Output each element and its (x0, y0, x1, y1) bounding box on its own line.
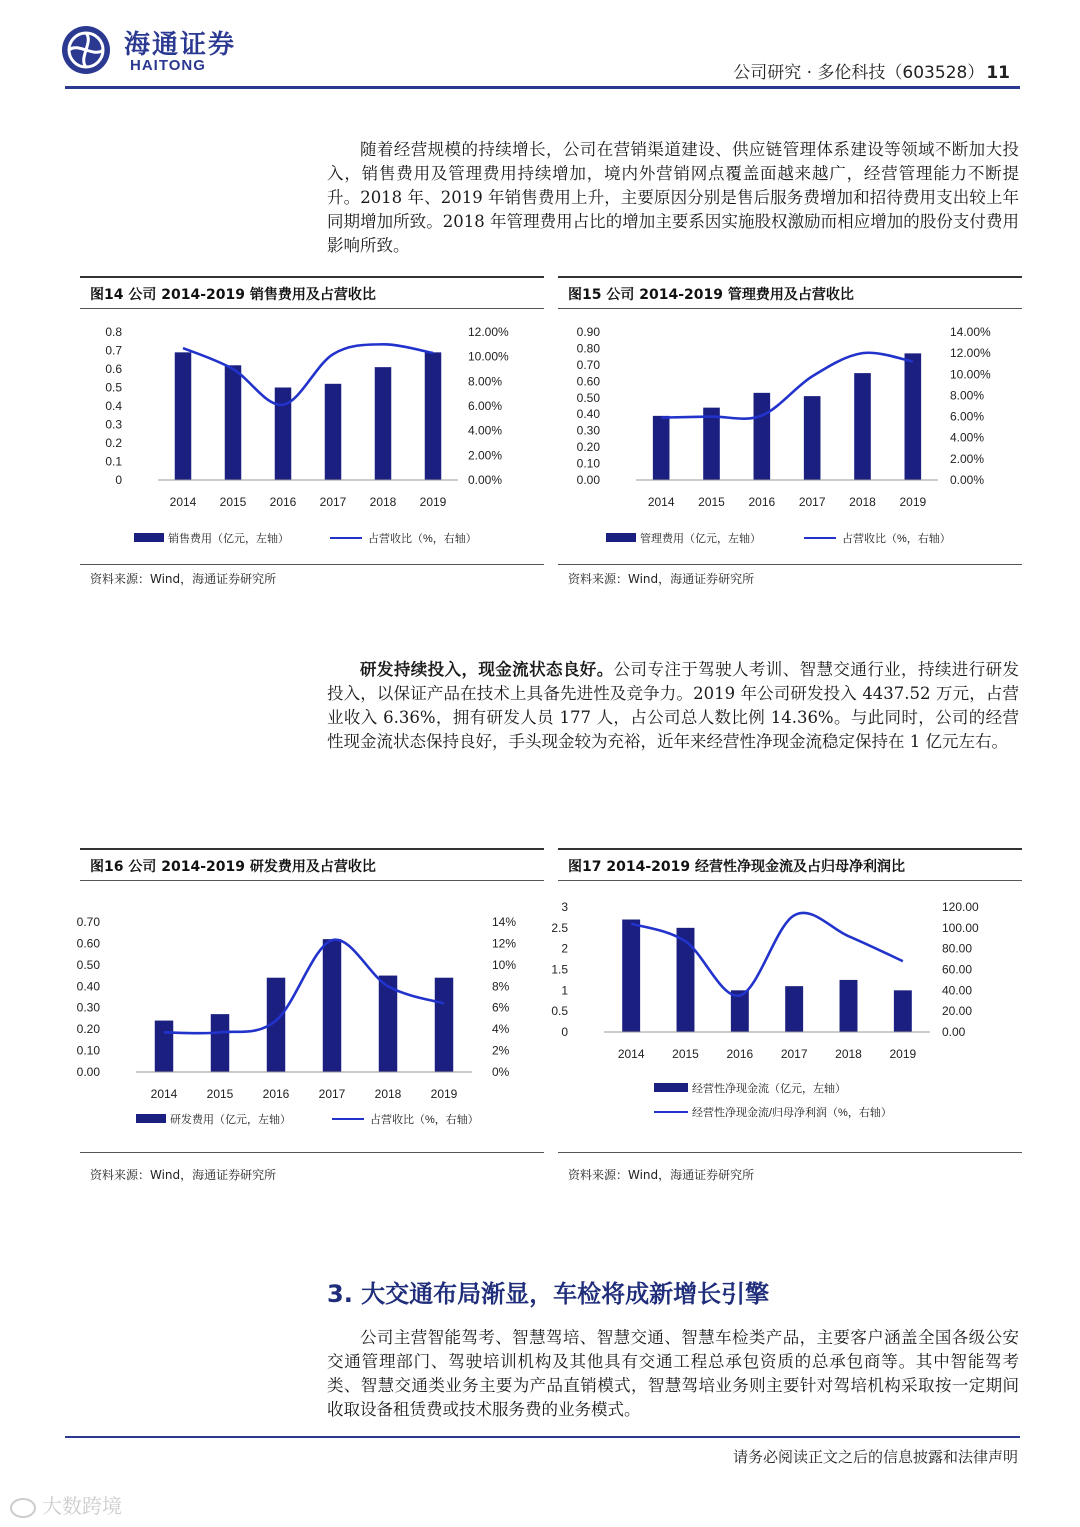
right-axis-tick-label: 0% (492, 1065, 510, 1079)
legend-line-label: 占营收比（%，右轴） (368, 533, 477, 545)
header (0, 0, 1080, 95)
right-axis-tick-label: 10% (492, 957, 517, 972)
right-axis-tick-label: 80.00 (942, 941, 973, 956)
figure-top-rule (558, 848, 1022, 850)
bar-2016 (754, 393, 771, 480)
x-tick-label: 2017 (318, 1087, 346, 1101)
x-tick-label: 2017 (319, 495, 347, 509)
figure-top-rule (80, 276, 544, 278)
x-tick-label: 2015 (698, 495, 725, 509)
left-axis-tick-label: 0.80 (576, 341, 600, 356)
figure-title: 图15 公司 2014-2019 管理费用及占营收比 (568, 287, 854, 303)
bar-2014 (653, 416, 670, 480)
chart-fig15 (558, 314, 1022, 554)
left-axis-tick-label: 0 (561, 1025, 568, 1039)
right-axis-tick-label: 60.00 (942, 962, 973, 977)
left-axis-tick-label: 0.5 (105, 380, 122, 395)
chart-fig17 (551, 900, 1022, 1140)
left-axis-tick-label: 2 (561, 941, 568, 956)
chart-fig14 (80, 314, 544, 554)
figure-bottom-rule (558, 1152, 1022, 1153)
left-axis-tick-label: 0.60 (76, 936, 100, 951)
bar-2014 (155, 1021, 173, 1072)
x-tick-label: 2015 (219, 495, 247, 509)
bar-2015 (211, 1014, 229, 1072)
left-axis-tick-label: 0.8 (105, 325, 122, 339)
watermark (10, 1490, 122, 1519)
bar-2018 (375, 367, 392, 480)
figure-bottom-rule (558, 564, 1022, 565)
x-tick-label: 2019 (430, 1087, 458, 1101)
bar-2015 (225, 365, 242, 480)
x-tick-label: 2014 (647, 495, 675, 509)
paragraph-2-lead: 研发持续投入，现金流状态良好。 (360, 660, 614, 679)
bar-2017 (325, 384, 342, 480)
left-axis-tick-label: 0.00 (576, 473, 600, 487)
x-tick-label: 2017 (780, 1047, 808, 1061)
x-tick-label: 2016 (269, 495, 297, 509)
section-title: 3. 大交通布局渐显，车检将成新增长引擎 (327, 1280, 770, 1308)
line-series-ratio (183, 344, 433, 405)
legend-bar-label: 经营性净现金流（亿元，左轴） (692, 1083, 846, 1095)
legend-bar-label: 管理费用（亿元，左轴） (640, 533, 761, 545)
line-series-ratio (164, 940, 444, 1034)
figure-15 (558, 276, 1022, 596)
left-axis-tick-label: 0.30 (576, 423, 600, 438)
left-axis-tick-label: 0.50 (576, 390, 600, 405)
left-axis-tick-label: 0.3 (105, 417, 122, 432)
x-tick-label: 2014 (169, 495, 197, 509)
bar-2019 (894, 990, 912, 1032)
bar-2017 (785, 986, 803, 1032)
left-axis-tick-label: 0.7 (105, 343, 122, 358)
legend-line-label: 占营收比（%，右轴） (370, 1114, 479, 1126)
figure-14 (80, 276, 544, 596)
x-tick-label: 2019 (899, 495, 927, 509)
right-axis-tick-label: 10.00% (950, 367, 991, 382)
right-axis-tick-label: 2% (492, 1043, 510, 1058)
legend-bar-label: 研发费用（亿元，左轴） (170, 1114, 291, 1126)
left-axis-tick-label: 0.20 (76, 1022, 100, 1037)
right-axis-tick-label: 4.00% (468, 423, 503, 438)
x-tick-label: 2016 (262, 1087, 290, 1101)
figure-title-rule (558, 880, 1022, 881)
left-axis-tick-label: 0.5 (551, 1004, 568, 1019)
right-axis-tick-label: 8.00% (468, 374, 503, 389)
chart-fig16 (76, 904, 544, 1144)
right-axis-tick-label: 14.00% (950, 325, 991, 339)
x-tick-label: 2014 (150, 1087, 178, 1101)
right-axis-tick-label: 0.00% (468, 473, 503, 487)
right-axis-tick-label: 2.00% (950, 451, 985, 466)
figure-title-rule (558, 308, 1022, 309)
line-series-ratio (631, 913, 903, 996)
left-axis-tick-label: 0.1 (105, 454, 122, 469)
right-axis-tick-label: 14% (492, 915, 517, 929)
right-axis-tick-label: 0.00 (942, 1025, 966, 1039)
left-axis-tick-label: 0.2 (105, 436, 122, 450)
right-axis-tick-label: 100.00 (942, 920, 979, 935)
figure-title-rule (80, 308, 544, 309)
legend-bar-swatch (654, 1083, 688, 1092)
page-number: 11 (986, 63, 1010, 83)
footer-disclaimer: 请务必阅读正文之后的信息披露和法律声明 (732, 1448, 1018, 1466)
figure-16 (76, 848, 544, 1188)
bar-2017 (323, 939, 341, 1072)
figure-bottom-rule (80, 1152, 544, 1153)
logo-text-cn: 海通证券 (124, 30, 237, 60)
right-axis-tick-label: 10.00% (468, 349, 509, 364)
right-axis-tick-label: 12.00% (468, 325, 509, 339)
paragraph-2-body: 公司专注于驾驶人考训、智慧交通行业，持续进行研发投入，以保证产品在技术上具备先进性及竞争力。2019 年公司研发投入 4437.52 万元，占营业收入 6.36%，拥有研发人员 177 人，占公司总人数比例 14.36%。与此同时，公司的经营性现金流状态保持良好，手头现金较为充裕，近年来经营性净现金流稳定保持在 1 亿元左右。 (327, 660, 1020, 751)
figure-title: 图16 公司 2014-2019 研发费用及占营收比 (90, 859, 376, 875)
header-rule (65, 86, 1020, 89)
right-axis-tick-label: 0.00% (950, 473, 985, 487)
figure-source: 资料来源：Wind，海通证券研究所 (568, 1168, 755, 1182)
x-tick-label: 2018 (835, 1047, 862, 1061)
left-axis-tick-label: 0.10 (76, 1043, 100, 1058)
right-axis-tick-label: 2.00% (468, 448, 503, 463)
legend-bar-label: 销售费用（亿元，左轴） (168, 533, 289, 545)
legend-bar-swatch (136, 1114, 166, 1123)
right-axis-tick-label: 12.00% (950, 346, 991, 361)
x-tick-label: 2019 (889, 1047, 917, 1061)
figure-top-rule (558, 276, 1022, 278)
bar-2014 (622, 920, 640, 1033)
x-tick-label: 2014 (617, 1047, 645, 1061)
right-axis-tick-label: 6% (492, 1000, 510, 1015)
right-axis-tick-label: 12% (492, 936, 517, 951)
bar-2019 (905, 353, 922, 480)
right-axis-tick-label: 4.00% (950, 430, 985, 445)
logo-text-en: HAITONG (130, 57, 206, 74)
weibo-icon (10, 1498, 36, 1518)
left-axis-tick-label: 1.5 (551, 962, 568, 977)
figure-source: 资料来源：Wind，海通证券研究所 (90, 1168, 277, 1182)
left-axis-tick-label: 0.40 (76, 979, 100, 994)
legend-bar-swatch (134, 533, 164, 542)
figure-bottom-rule (80, 564, 544, 565)
left-axis-tick-label: 0.00 (76, 1065, 100, 1079)
left-axis-tick-label: 0.60 (576, 374, 600, 389)
legend-bar-swatch (606, 533, 636, 542)
x-tick-label: 2019 (419, 495, 447, 509)
x-tick-label: 2017 (798, 495, 826, 509)
right-axis-tick-label: 8% (492, 979, 510, 994)
figure-title-rule (80, 880, 544, 881)
right-axis-tick-label: 120.00 (942, 900, 979, 914)
bar-2017 (804, 396, 821, 480)
right-axis-tick-label: 6.00% (950, 409, 985, 424)
paragraph-3: 公司主营智能驾考、智慧驾培、智慧交通、智慧车检类产品，主要客户涵盖全国各级公安交通管理部门、驾驶培训机构及其他具有交通工程总承包资质的总承包商等。其中智能驾考类、智慧交通类业务主要为产品直销模式，智慧驾培业务则主要针对驾培机构采取按一定期间收取设备租赁费或技术服务费的业务模式。 (327, 1328, 1019, 1419)
left-axis-tick-label: 3 (561, 900, 568, 914)
figure-17 (551, 848, 1022, 1188)
right-axis-tick-label: 20.00 (942, 1004, 973, 1019)
figure-source: 资料来源：Wind，海通证券研究所 (568, 572, 755, 586)
right-axis-tick-label: 40.00 (942, 983, 973, 998)
left-axis-tick-label: 0.6 (105, 362, 122, 376)
figure-top-rule (80, 848, 544, 850)
left-axis-tick-label: 0.30 (76, 1000, 100, 1015)
left-axis-tick-label: 0 (115, 473, 122, 487)
x-tick-label: 2016 (726, 1047, 754, 1061)
report-label (733, 58, 1010, 83)
legend-line-label: 经营性净现金流/归母净利润（%，右轴） (692, 1107, 892, 1119)
x-tick-label: 2018 (374, 1087, 402, 1101)
x-tick-label: 2015 (672, 1047, 699, 1061)
figure-source: 资料来源：Wind，海通证券研究所 (90, 572, 277, 586)
left-axis-tick-label: 0.70 (576, 357, 600, 372)
left-axis-tick-label: 0.50 (76, 957, 100, 972)
right-axis-tick-label: 6.00% (468, 399, 503, 413)
left-axis-tick-label: 0.90 (576, 325, 600, 339)
bar-2019 (435, 978, 453, 1072)
x-tick-label: 2018 (369, 495, 397, 509)
report-title: 公司研究 · 多伦科技（603528） (733, 63, 985, 83)
haitong-logo-icon (60, 24, 112, 76)
paragraph-1: 随着经营规模的持续增长，公司在营销渠道建设、供应链管理体系建设等领域不断加大投入，销售费用及管理费用持续增加，境内外营销网点覆盖面越来越广，经营管理能力不断提升。2018 年、2019 年销售费用上升，主要原因分别是售后服务费增加和招待费用支出较上年同期增加所致。2018 年管理费用占比的增加主要系因实施股权激励而相应增加的股份支付费用影响所致。 (327, 140, 1019, 255)
right-axis-tick-label: 4% (492, 1022, 510, 1037)
bar-2015 (677, 928, 695, 1032)
paragraph-2 (327, 658, 1019, 754)
left-axis-tick-label: 0.40 (576, 407, 600, 422)
figure-title: 图17 2014-2019 经营性净现金流及占归母净利润比 (568, 859, 905, 875)
footer-rule (65, 1436, 1020, 1438)
left-axis-tick-label: 0.4 (105, 399, 122, 413)
right-axis-tick-label: 8.00% (950, 388, 985, 403)
figure-title: 图14 公司 2014-2019 销售费用及占营收比 (90, 287, 376, 303)
x-tick-label: 2015 (206, 1087, 234, 1101)
watermark-text: 大数跨境 (42, 1494, 122, 1518)
legend-line-label: 占营收比（%，右轴） (842, 533, 951, 545)
line-series-ratio (661, 353, 913, 419)
left-axis-tick-label: 0.20 (576, 440, 600, 455)
left-axis-tick-label: 0.70 (76, 915, 100, 929)
bar-2014 (175, 352, 192, 480)
left-axis-tick-label: 1 (561, 983, 568, 998)
left-axis-tick-label: 2.5 (551, 920, 568, 935)
bar-2019 (425, 352, 442, 480)
x-tick-label: 2018 (849, 495, 876, 509)
x-tick-label: 2016 (748, 495, 776, 509)
bar-2018 (840, 980, 858, 1032)
bar-2015 (703, 408, 720, 480)
bar-2018 (854, 373, 871, 480)
left-axis-tick-label: 0.10 (576, 456, 600, 471)
